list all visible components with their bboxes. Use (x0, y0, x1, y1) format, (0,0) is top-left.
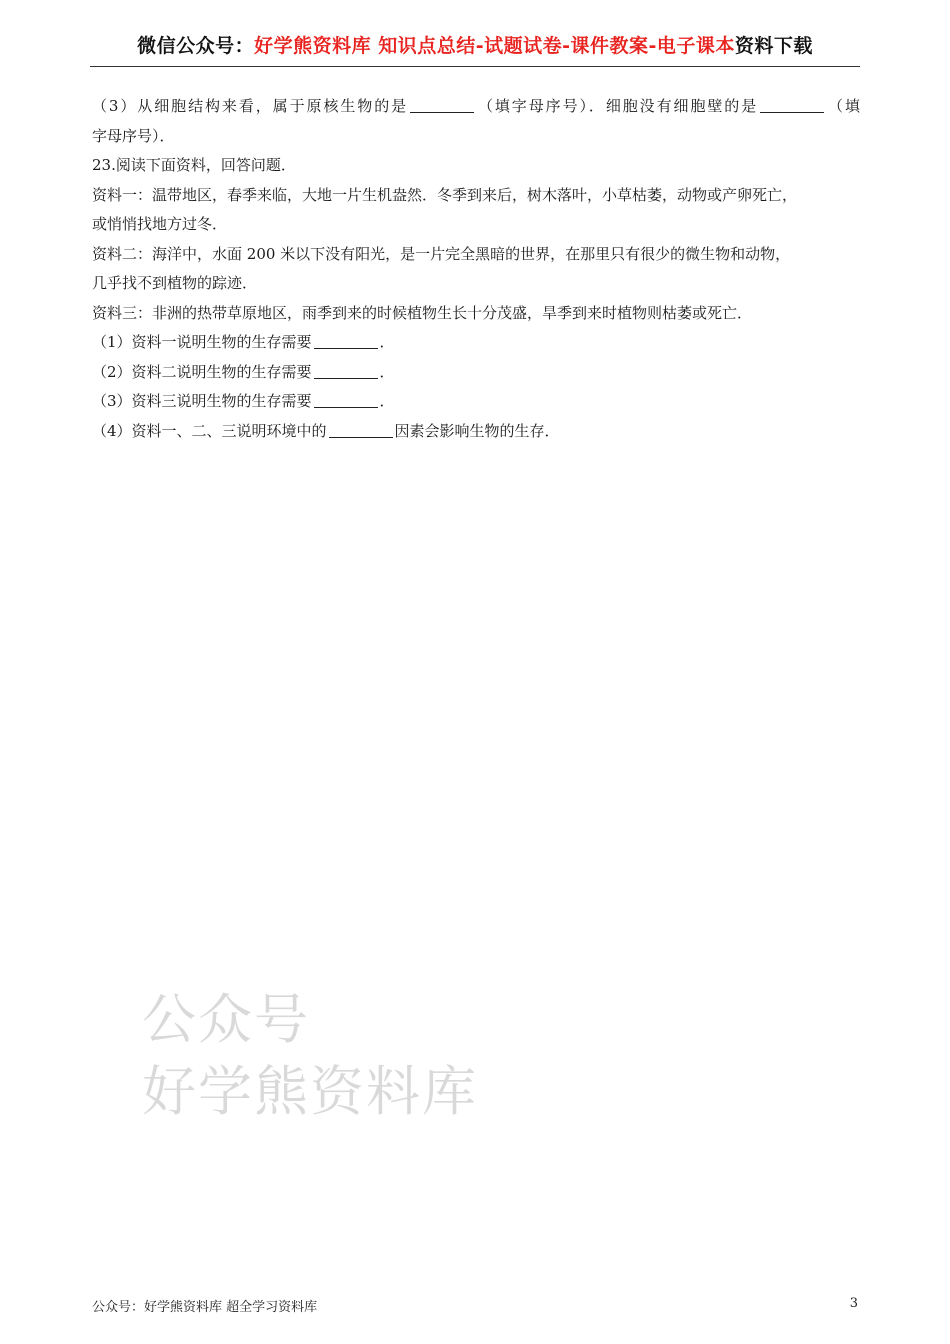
page-number: 3 (849, 1296, 858, 1311)
header-highlight: 好学熊资料库 知识点总结-试题试卷-课件教案-电子课本 (254, 35, 735, 57)
question-3-line-1 (92, 92, 860, 122)
answer-blank (314, 330, 378, 349)
page-header-banner (90, 30, 860, 67)
material-1-line-1: 资料一：温带地区，春季来临，大地一片生机盎然．冬季到来后，树木落叶，小草枯萎，动物或产卵死亡， (92, 185, 798, 204)
material-3: 资料三：非洲的热带草原地区，雨季到来的时候植物生长十分茂盛，旱季到来时植物则枯萎或死亡． (92, 303, 753, 322)
sub-question-3 (92, 387, 860, 417)
page-footer (92, 1296, 860, 1315)
header-suffix: 资料下载 (734, 35, 813, 57)
footer-text: 公众号：好学熊资料库 超全学习资料库 (92, 1300, 318, 1315)
answer-blank (314, 360, 378, 379)
watermark-line-1: 公众号 (142, 988, 310, 1051)
watermark-line-2: 好学熊资料库 (142, 1060, 478, 1123)
material-1-line-2: 或悄悄找地方过冬． (92, 215, 228, 233)
question-text: ． (379, 362, 395, 381)
answer-blank (410, 94, 474, 113)
question-text: （填 (826, 97, 860, 115)
sub-question-4 (92, 417, 860, 447)
material-2-line-1: 资料二：海洋中，水面 200 米以下没有阳光，是一片完全黑暗的世界，在那里只有很少的微生物和动物， (92, 244, 791, 263)
question-text: （填字母序号）．细胞没有细胞壁的是 (476, 97, 759, 115)
document-body (92, 92, 860, 446)
answer-blank (329, 419, 393, 438)
question-text: （3）资料三说明生物的生存需要 (92, 392, 312, 410)
watermark (142, 984, 478, 1128)
question-text: 因素会影响生物的生存． (394, 421, 560, 440)
question-text: （2）资料二说明生物的生存需要 (92, 362, 312, 381)
question-text: （3）从细胞结构来看，属于原核生物的是 (92, 97, 409, 115)
question-text: （4）资料一、二、三说明环境中的 (92, 421, 327, 440)
answer-blank (760, 94, 824, 113)
question-text: ． (379, 392, 395, 410)
question-23-title: 23.阅读下面资料，回答问题． (92, 156, 296, 174)
sub-question-1 (92, 328, 860, 358)
answer-blank (314, 389, 378, 408)
question-text: （1）资料一说明生物的生存需要 (92, 333, 312, 351)
material-2-line-2: 几乎找不到植物的踪迹． (92, 274, 258, 292)
header-label: 微信公众号： (137, 35, 255, 57)
sub-question-2 (92, 358, 860, 388)
question-3-line-2: 字母序号）． (92, 126, 175, 145)
question-text: ． (379, 333, 395, 351)
